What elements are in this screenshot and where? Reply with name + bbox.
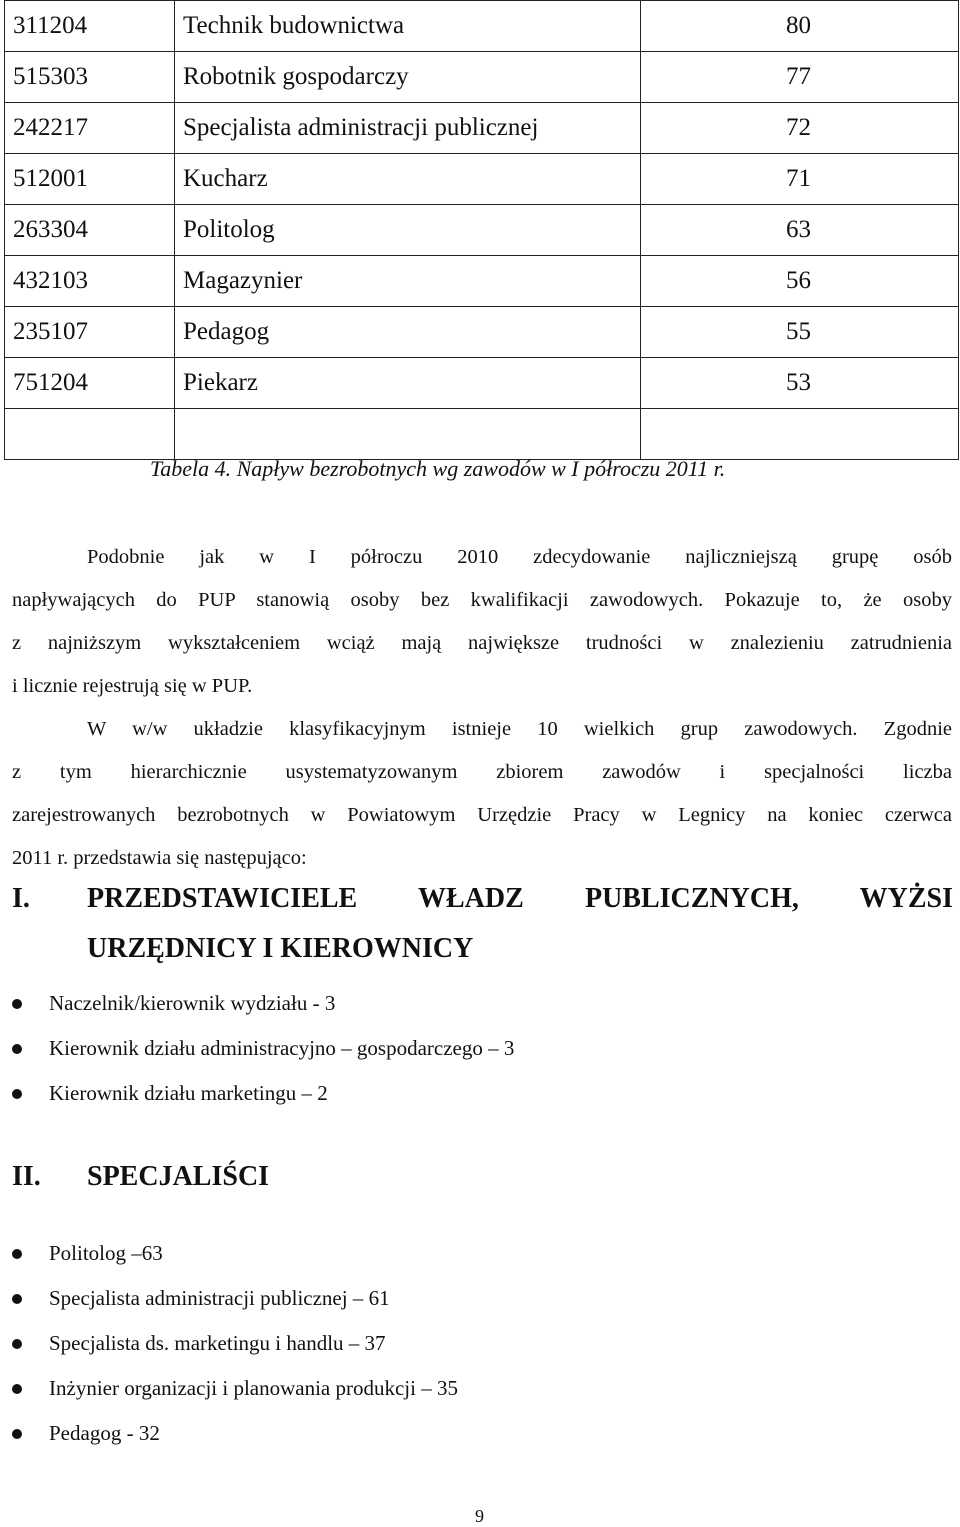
- table-row: [5, 205, 959, 256]
- table-row: [5, 52, 959, 103]
- paragraph-line: 2011 r. przedstawia się następująco:: [12, 847, 307, 869]
- table-caption: Tabela 4. Napływ bezrobotnych wg zawodów w I półroczu 2011 r.: [150, 456, 726, 481]
- section-1-list: [12, 981, 514, 1116]
- occupation-name: Specjalista administracji publicznej: [175, 103, 641, 154]
- list-item-text: Pedagog - 32: [49, 1421, 160, 1445]
- list-item: [12, 1366, 458, 1411]
- bullet-icon: [12, 999, 22, 1009]
- page-number: 9: [475, 1506, 484, 1526]
- table-row: [5, 358, 959, 409]
- bullet-icon: [12, 1384, 22, 1394]
- list-item-text: Specjalista ds. marketingu i handlu – 37: [49, 1331, 386, 1355]
- occupation-code: 235107: [5, 307, 175, 358]
- table-row-empty: [5, 409, 959, 460]
- bullet-icon: [12, 1044, 22, 1054]
- empty-cell: [5, 409, 175, 460]
- paragraph-1: [12, 536, 952, 708]
- section-1-title-word: WYŻSI: [859, 883, 953, 914]
- occupation-count: 56: [641, 256, 959, 307]
- section-2-title: SPECJALIŚCI: [87, 1161, 270, 1192]
- occupations-table: [4, 0, 959, 460]
- list-item-text: Kierownik działu administracyjno – gospodarczego – 3: [49, 1036, 515, 1060]
- occupation-count: 77: [641, 52, 959, 103]
- section-1-title-line2: URZĘDNICY I KIEROWNICY: [87, 933, 474, 964]
- list-item: [12, 1321, 458, 1366]
- occupation-code: 515303: [5, 52, 175, 103]
- list-item: [12, 1411, 458, 1456]
- table-row: [5, 103, 959, 154]
- list-item-text: Politolog –63: [49, 1241, 163, 1265]
- paragraph-2: [12, 708, 952, 880]
- occupation-code: 311204: [5, 1, 175, 52]
- paragraph-line: napływających do PUP stanowią osoby bez kwalifikacji zawodowych. Pokazuje to, że osoby: [12, 589, 952, 611]
- occupation-code: 263304: [5, 205, 175, 256]
- list-item: [12, 1276, 458, 1321]
- list-item: [12, 1026, 514, 1071]
- list-item: [12, 1071, 514, 1116]
- section-1-title-word: PUBLICZNYCH,: [584, 883, 799, 914]
- occupation-name: Technik budownictwa: [175, 1, 641, 52]
- occupation-count: 63: [641, 205, 959, 256]
- paragraph-line: zarejestrowanych bezrobotnych w Powiatowym Urzędzie Pracy w Legnicy na koniec czerwca: [12, 804, 952, 826]
- empty-cell: [175, 409, 641, 460]
- occupation-code: 242217: [5, 103, 175, 154]
- occupation-code: 512001: [5, 154, 175, 205]
- occupation-count: 72: [641, 103, 959, 154]
- section-2-number: II.: [12, 1161, 41, 1192]
- occupation-code: 751204: [5, 358, 175, 409]
- occupation-name: Piekarz: [175, 358, 641, 409]
- paragraph-line: z tym hierarchicznie usystematyzowanym zbiorem zawodów i specjalności liczba: [12, 761, 952, 783]
- occupation-count: 71: [641, 154, 959, 205]
- occupation-code: 432103: [5, 256, 175, 307]
- paragraph-line: Podobnie jak w I półroczu 2010 zdecydowanie najliczniejszą grupę osób: [87, 546, 952, 568]
- occupation-count: 53: [641, 358, 959, 409]
- occupation-count: 55: [641, 307, 959, 358]
- table-row: [5, 256, 959, 307]
- occupation-name: Kucharz: [175, 154, 641, 205]
- section-2-list: [12, 1231, 458, 1456]
- section-1-title: [87, 883, 953, 915]
- bullet-icon: [12, 1339, 22, 1349]
- list-item-text: Naczelnik/kierownik wydziału - 3: [49, 991, 336, 1015]
- occupation-count: 80: [641, 1, 959, 52]
- list-item: [12, 1231, 458, 1276]
- section-1-title-word: PRZEDSTAWICIELE: [87, 883, 358, 914]
- paragraph-line: i licznie rejestrują się w PUP.: [12, 675, 253, 697]
- occupation-name: Pedagog: [175, 307, 641, 358]
- list-item-text: Specjalista administracji publicznej – 61: [49, 1286, 390, 1310]
- list-item-text: Inżynier organizacji i planowania produkcji – 35: [49, 1376, 458, 1400]
- table-row: [5, 307, 959, 358]
- bullet-icon: [12, 1089, 22, 1099]
- occupation-name: Politolog: [175, 205, 641, 256]
- bullet-icon: [12, 1249, 22, 1259]
- table-row: [5, 154, 959, 205]
- list-item: [12, 981, 514, 1026]
- bullet-icon: [12, 1294, 22, 1304]
- occupation-name: Magazynier: [175, 256, 641, 307]
- empty-cell: [641, 409, 959, 460]
- table-row: [5, 1, 959, 52]
- list-item-text: Kierownik działu marketingu – 2: [49, 1081, 328, 1105]
- paragraph-line: W w/w układzie klasyfikacyjnym istnieje 10 wielkich grup zawodowych. Zgodnie: [87, 718, 952, 740]
- occupation-name: Robotnik gospodarczy: [175, 52, 641, 103]
- paragraph-line: z najniższym wykształceniem wciąż mają największe trudności w znalezieniu zatrudnienia: [12, 632, 952, 654]
- bullet-icon: [12, 1429, 22, 1439]
- section-1-number: I.: [12, 883, 30, 914]
- section-1-title-word: WŁADZ: [417, 883, 524, 914]
